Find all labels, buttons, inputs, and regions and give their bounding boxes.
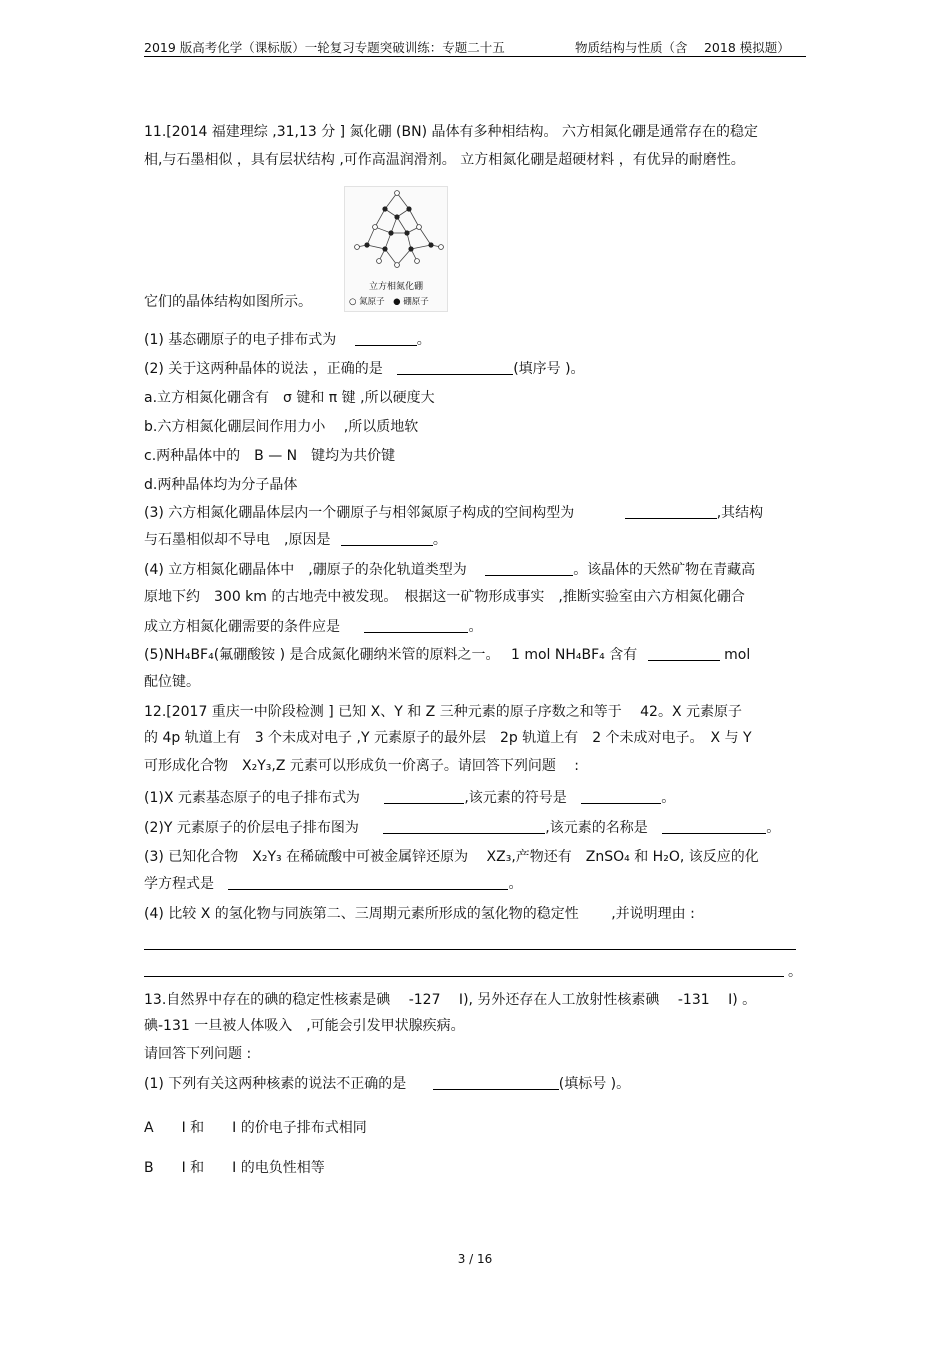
- q11-part-4-cont: 原地下约 300 km 的古地壳中被发现。 根据这一矿物形成事实 ,推断实验室由六方相氮化硼合: [144, 589, 745, 605]
- q12-stem-line-3: 可形成化合物 X₂Y₃,Z 元素可以形成负一价离子。请回答下列问题 :: [144, 758, 580, 774]
- page-header: [144, 36, 806, 57]
- q13-stem-line-1: 13.自然界中存在的碘的稳定性核素是碘 -127 I), 另外还存在人工放射性核素碘 -131 I) 。: [144, 992, 757, 1008]
- q11-option-d: d.两种晶体均为分子晶体: [144, 477, 298, 493]
- answer-blank[interactable]: [341, 531, 433, 546]
- answer-blank[interactable]: [433, 1075, 559, 1090]
- q11-option-a: a.立方相氮化硼含有 σ 键和 π 键 ,所以硬度大: [144, 390, 435, 406]
- answer-blank[interactable]: [397, 360, 513, 375]
- answer-blank[interactable]: [228, 875, 508, 890]
- q12-part-1: (1)X 元素基态原子的电子排布式为 ,该元素的符号是 。: [144, 790, 676, 806]
- answer-blank[interactable]: [581, 789, 661, 804]
- q12-part-3: (3) 已知化合物 X₂Y₃ 在稀硫酸中可被金属锌还原为 XZ₃,产物还有 ZnSO₄ 和 H₂O, 该反应的化: [144, 849, 759, 865]
- figure-caption: 立方相氮化硼: [368, 282, 423, 292]
- q13-option-a: A I 和 I 的价电子排布式相同: [144, 1120, 367, 1136]
- q13-option-b: B I 和 I 的电负性相等: [144, 1160, 325, 1176]
- q11-intro-line-1: 11.[2014 福建理综 ,31,13 分 ] 氮化硼 (BN) 晶体有多种相结构。 六方相氮化硼是通常存在的稳定: [144, 124, 758, 140]
- q12-part-4: (4) 比较 X 的氢化物与同族第二、三周期元素所形成的氢化物的稳定性 ,并说明理由 :: [144, 906, 695, 922]
- q12-part-2: (2)Y 元素原子的价层电子排布图为 ,该元素的名称是 。: [144, 820, 781, 836]
- q11-part-3: (3) 六方相氮化硼晶体层内一个硼原子与相邻氮原子构成的空间构型为 ,其结构: [144, 505, 764, 521]
- answer-blank[interactable]: [364, 618, 468, 633]
- q12-part-3-cont: 学方程式是 。: [144, 876, 523, 892]
- page-number: 3 / 16: [457, 1252, 493, 1266]
- crystal-lattice-icon: [345, 187, 447, 279]
- q11-part-5: (5)NH₄BF₄(氟硼酸铵 ) 是合成氮化硼纳米管的原料之一。 1 mol NH₄BF₄ 含有 mol: [144, 647, 751, 663]
- answer-blank[interactable]: [355, 331, 417, 346]
- q12-part-4-end: 。: [788, 964, 802, 980]
- q11-part-3-cont: 与石墨相似却不导电 ,原因是 。: [144, 532, 447, 548]
- q13-stem-line-2: 碘-131 一旦被人体吸入 ,可能会引发甲状腺疾病。: [144, 1018, 465, 1034]
- cubic-bn-structure-figure: [344, 186, 448, 312]
- answer-line[interactable]: [144, 949, 796, 950]
- answer-blank[interactable]: [485, 561, 573, 576]
- answer-blank[interactable]: [384, 789, 464, 804]
- figure-legend: ○ 氮原子 ● 硼原子: [349, 297, 429, 307]
- q12-stem-line-2: 的 4p 轨道上有 3 个未成对电子 ,Y 元素原子的最外层 2p 轨道上有 2 个未成对电子。 X 与 Y: [144, 730, 752, 746]
- q13-part-1: (1) 下列有关这两种核素的说法不正确的是 (填标号 )。: [144, 1076, 631, 1092]
- q11-option-c: c.两种晶体中的 B — N 键均为共价键: [144, 448, 396, 464]
- q11-part-1: (1) 基态硼原子的电子排布式为 。: [144, 332, 431, 348]
- q11-part-4: (4) 立方相氮化硼晶体中 ,硼原子的杂化轨道类型为 。该晶体的天然矿物在青藏高: [144, 562, 756, 578]
- answer-line[interactable]: [144, 976, 784, 977]
- q11-part-5-cont: 配位键。: [144, 674, 200, 690]
- header-title: 2019 版高考化学（课标版）一轮复习专题突破训练：专题二十五: [144, 40, 505, 55]
- answer-blank[interactable]: [383, 819, 545, 834]
- q13-stem-line-3: 请回答下列问题 :: [144, 1046, 252, 1062]
- header-subtitle: 物质结构与性质（含 2018 模拟题）: [575, 40, 790, 55]
- q11-part-2: (2) 关于这两种晶体的说法 ，正确的是 (填序号 )。: [144, 361, 585, 377]
- answer-blank[interactable]: [625, 504, 717, 519]
- q11-part-4-cont-2: 成立方相氮化硼需要的条件应是 。: [144, 619, 483, 635]
- answer-blank[interactable]: [648, 646, 720, 661]
- answer-blank[interactable]: [662, 819, 766, 834]
- q11-option-b: b.六方相氮化硼层间作用力小 ,所以质地软: [144, 419, 419, 435]
- q11-intro-line-3: 它们的晶体结构如图所示。: [144, 294, 312, 310]
- q11-intro-line-2: 相,与石墨相似 ，具有层状结构 ,可作高温润滑剂。 立方相氮化硼是超硬材料 ，有优异的耐磨性。: [144, 152, 745, 168]
- q12-stem-line-1: 12.[2017 重庆一中阶段检测 ] 已知 X、Y 和 Z 三种元素的原子序数之和等于 42。X 元素原子: [144, 704, 743, 720]
